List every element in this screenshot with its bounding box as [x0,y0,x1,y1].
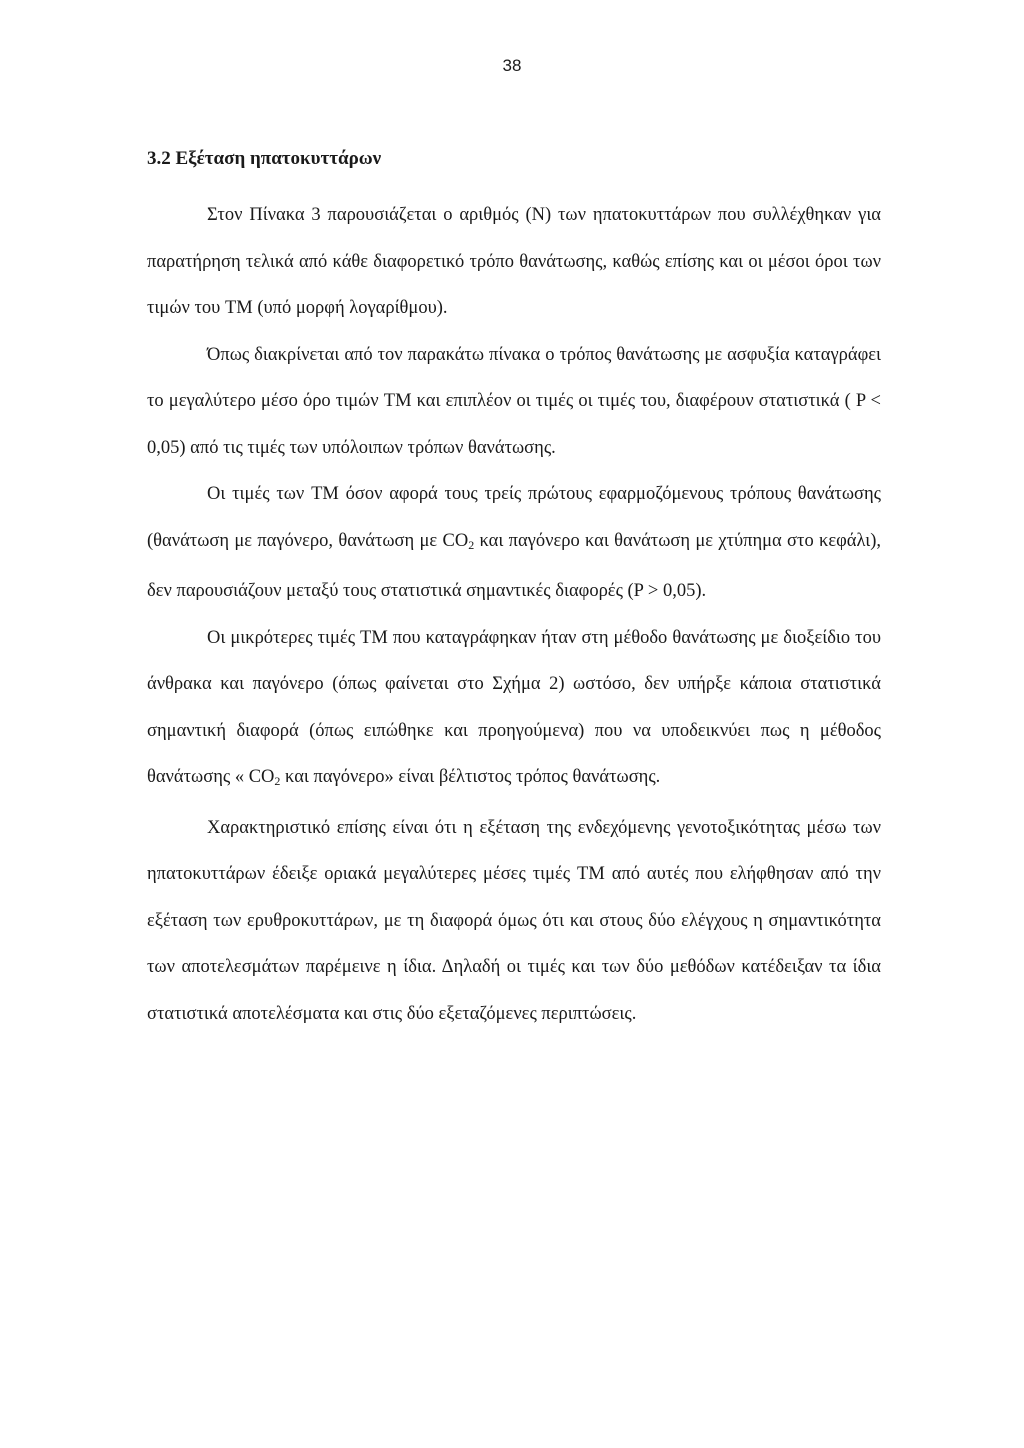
co2-subscript: 2 [274,774,281,788]
section-heading: 3.2 Εξέταση ηπατοκυττάρων [147,148,382,169]
paragraph-4-text-before: Οι μικρότερες τιμές TM που καταγράφηκαν ήταν στη μέθοδο θανάτωσης με διοξείδιο του άνθρακα και παγόνερο (όπως φαίνεται στο Σχήμα 2) ωστόσο, δεν υπήρξε κάποια στατιστικά σημαντική διαφορά (όπως ειπώθηκε και προηγούμενα) που να υποδεικνύει πως η μέθοδος θανάτωσης « CO [147,627,881,787]
page-number: 38 [502,56,522,75]
paragraph-3-text-after: και παγόνερο και θανάτωση με χτύπημα στο κεφάλι), δεν παρουσιάζουν μεταξύ τους στατιστικά σημαντικές διαφορές (P > 0,05). [147,530,881,601]
paragraph-1: Στον Πίνακα 3 παρουσιάζεται ο αριθμός (N) των ηπατοκυττάρων που συλλέχθηκαν για παρατήρηση τελικά από κάθε διαφορετικό τρόπο θανάτωσης, καθώς επίσης και οι μέσοι όροι των τιμών του TM (υπό μορφή λογαρίθμου). [147,205,881,318]
paragraph-3-text-before: Οι τιμές των TM όσον αφορά τους τρείς πρώτους εφαρμοζόμενους τρόπους θανάτωσης (θανάτωση με παγόνερο, θανάτωση με CO [147,484,881,551]
paragraph-4-text-after: και παγόνερο» είναι βέλτιστος τρόπος θανάτωσης. [280,767,661,787]
paragraph-5: Χαρακτηριστικό επίσης είναι ότι η εξέταση της ενδεχόμενης γενοτοξικότητας μέσω των ηπατοκυττάρων έδειξε οριακά μεγαλύτερες μέσες τιμές TM από αυτές που ελήφθησαν από την εξέταση των ερυθροκυττάρων, με τη διαφορά όμως ότι και στους δύο ελέγχους η σημαντικότητα των αποτελεσμάτων παρέμεινε η ίδια. Δηλαδή οι τιμές και των δύο μεθόδων κατέδειξαν τα ίδια στατιστικά αποτελέσματα και στις δύο εξεταζόμενες περιπτώσεις. [147,817,881,1024]
paragraph-4 [147,615,881,805]
paragraph-2: Όπως διακρίνεται από τον παρακάτω πίνακα ο τρόπος θανάτωσης με ασφυξία καταγράφει το μεγαλύτερο μέσο όρο τιμών TM και επιπλέον οι τιμές οι τιμές του, διαφέρουν στατιστικά ( P < 0,05) από τις τιμές των υπόλοιπων τρόπων θανάτωσης. [147,344,881,458]
paragraph-3 [147,471,881,615]
co2-subscript: 2 [468,537,475,552]
page-body [147,146,881,1037]
